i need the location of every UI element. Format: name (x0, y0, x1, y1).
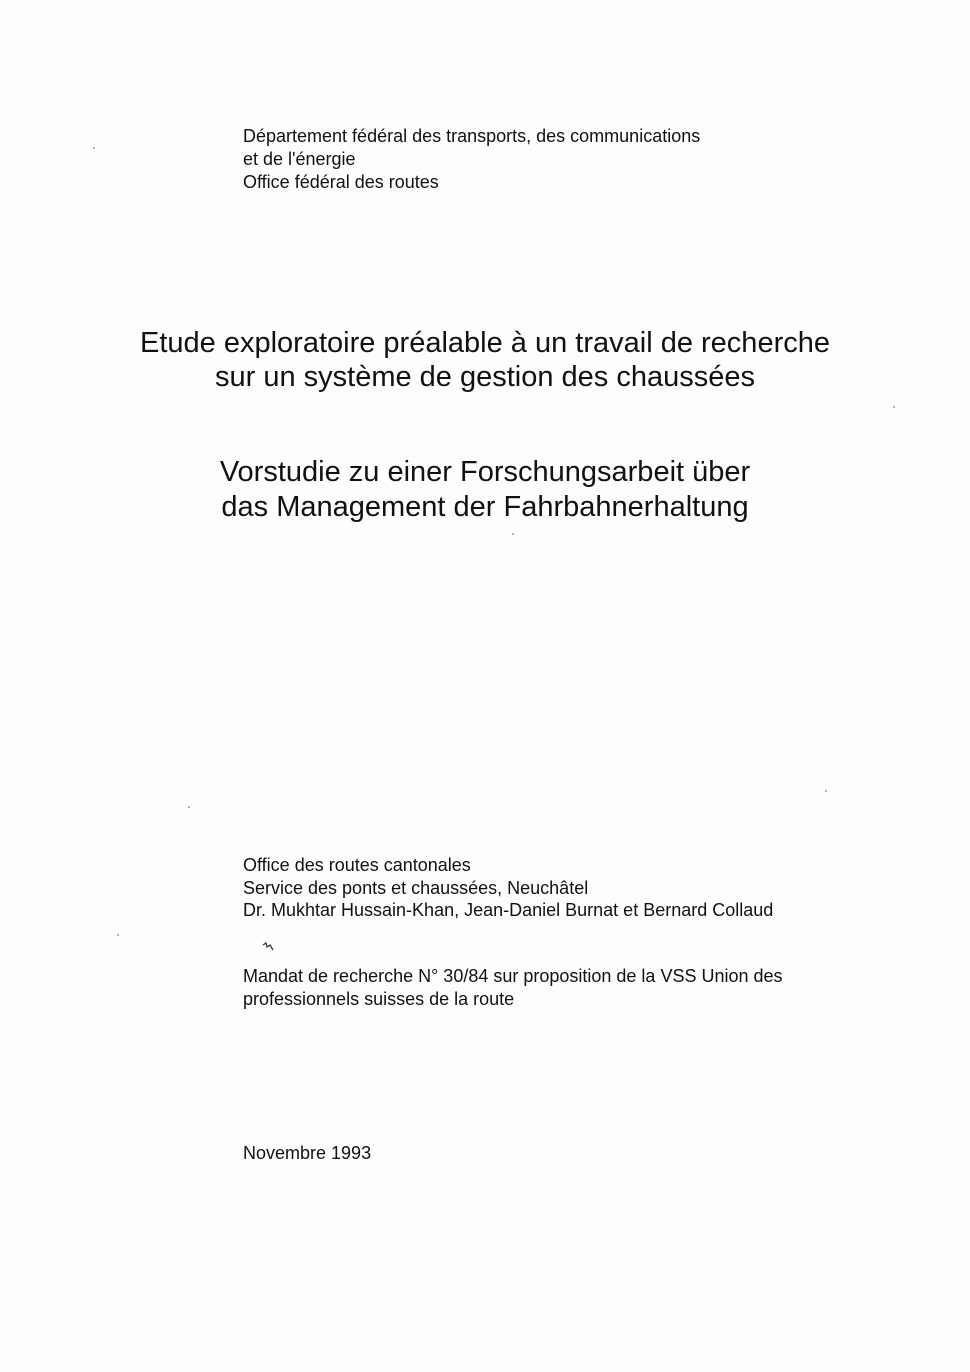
handwritten-mark (262, 942, 274, 955)
scan-speck (93, 147, 95, 149)
title-french-line-2: sur un système de gestion des chaussées (214, 361, 756, 393)
authoring-service: Service des ponts et chaussées, Neuchâtel (243, 877, 589, 898)
department-name: Département fédéral des transports, des communications (243, 126, 701, 146)
scan-speck (825, 790, 827, 792)
mandate-line-2: professionnels suisses de la route (243, 989, 515, 1009)
title-german-line-2: das Management der Fahrbahnerhaltung (221, 491, 749, 523)
scan-speck (893, 406, 895, 408)
title-french (0, 326, 970, 394)
issuing-department-block (243, 125, 700, 194)
scan-speck (117, 934, 119, 936)
title-german-line-1: Vorstudie zu einer Forschungsarbeit über (219, 456, 751, 488)
authoring-office: Office des routes cantonales (243, 855, 471, 875)
mandate-line-1: Mandat de recherche N° 30/84 sur proposition de la VSS Union des (243, 966, 783, 986)
title-german (0, 455, 970, 525)
research-mandate-block (243, 965, 783, 1011)
scan-speck (512, 533, 514, 535)
scribble-icon (262, 942, 274, 952)
office-name: Office fédéral des routes (243, 172, 439, 192)
department-name-continued: et de l'énergie (243, 149, 356, 169)
author-names: Dr. Mukhtar Hussain-Khan, Jean-Daniel Burnat et Bernard Collaud (243, 900, 774, 920)
publication-date: Novembre 1993 (243, 1143, 372, 1163)
authors-block (243, 854, 773, 922)
title-french-line-1: Etude exploratoire préalable à un travail de recherche (140, 327, 830, 359)
scan-speck (188, 806, 190, 808)
